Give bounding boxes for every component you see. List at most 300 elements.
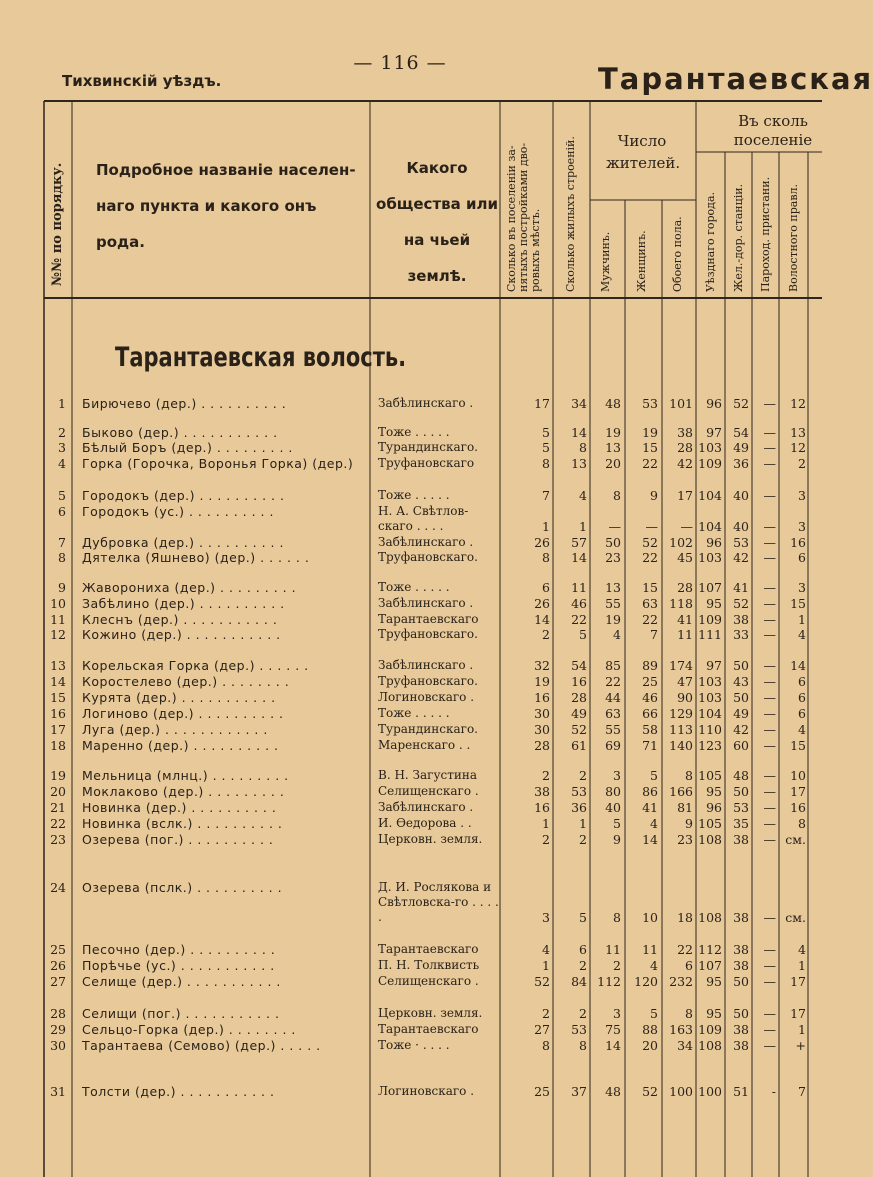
cell-d1: 104 bbox=[698, 519, 722, 534]
cell-d2: 35 bbox=[733, 816, 749, 831]
cell-d4: 2 bbox=[798, 456, 806, 471]
settlement-name: Порѣчье (ус.) . . . . . . . . . . . bbox=[82, 958, 275, 973]
cell-w: 63 bbox=[642, 596, 658, 611]
page-number: — 116 — bbox=[353, 52, 447, 74]
cell-c2: 49 bbox=[571, 706, 587, 721]
settlement-name: Городокъ (дер.) . . . . . . . . . . bbox=[82, 488, 285, 503]
cell-c2: 84 bbox=[571, 974, 587, 989]
cell-d4: 13 bbox=[790, 425, 806, 440]
cell-d4: 1 bbox=[798, 958, 806, 973]
settlement-name: Забѣлино (дер.) . . . . . . . . . . bbox=[82, 596, 285, 611]
cell-w: 22 bbox=[642, 612, 658, 627]
cell-d2: 38 bbox=[733, 958, 749, 973]
cell-m: 19 bbox=[605, 612, 621, 627]
society-name: Маренскаго . . bbox=[378, 738, 471, 752]
cell-c2: 46 bbox=[571, 596, 587, 611]
cell-d3: — bbox=[763, 784, 776, 799]
settlement-name: Курята (дер.) . . . . . . . . . . . bbox=[82, 690, 276, 705]
col-header-town: Уѣзднаго города. bbox=[704, 191, 717, 292]
society-name: Тарантаевскаго bbox=[378, 1022, 479, 1036]
cell-d1: 96 bbox=[706, 396, 722, 411]
col-header-residents: Число жителей. bbox=[606, 132, 681, 172]
cell-d4: 6 bbox=[798, 550, 806, 565]
cell-d4: см. bbox=[785, 832, 806, 847]
cell-d4: 4 bbox=[798, 722, 806, 737]
row-number: 31 bbox=[50, 1084, 66, 1099]
cell-d3: — bbox=[763, 674, 776, 689]
cell-t: 45 bbox=[677, 550, 693, 565]
cell-d1: 110 bbox=[698, 722, 722, 737]
society-name: Тоже . . . . . bbox=[378, 580, 450, 594]
society-name: Тоже . . . . . bbox=[378, 706, 450, 720]
cell-d1: 103 bbox=[698, 674, 722, 689]
cell-d2: 60 bbox=[733, 738, 749, 753]
cell-t: 140 bbox=[669, 738, 693, 753]
society-name: Забѣлинскаго . bbox=[378, 535, 474, 549]
cell-w: 9 bbox=[650, 488, 658, 503]
cell-d1: 103 bbox=[698, 690, 722, 705]
cell-w: 20 bbox=[642, 1038, 658, 1053]
cell-d3: — bbox=[763, 440, 776, 455]
row-number: 10 bbox=[50, 596, 66, 611]
row-number: 7 bbox=[58, 535, 66, 550]
cell-c1: 30 bbox=[534, 706, 550, 721]
cell-c1: 52 bbox=[534, 974, 550, 989]
society-name: Забѣлинскаго . bbox=[378, 596, 474, 610]
row-number: 27 bbox=[50, 974, 66, 989]
cell-c2: 53 bbox=[571, 1022, 587, 1037]
cell-t: — bbox=[680, 519, 693, 534]
cell-t: 232 bbox=[669, 974, 693, 989]
cell-c2: 2 bbox=[579, 1006, 587, 1021]
cell-d4: 6 bbox=[798, 674, 806, 689]
cell-c1: 5 bbox=[542, 425, 550, 440]
cell-c1: 1 bbox=[542, 816, 550, 831]
cell-t: 8 bbox=[685, 768, 693, 783]
cell-d3: — bbox=[763, 535, 776, 550]
settlement-name: Озерева (пслк.) . . . . . . . . . . bbox=[82, 880, 283, 895]
settlement-name: Кожино (дер.) . . . . . . . . . . . bbox=[82, 627, 281, 642]
cell-c1: 3 bbox=[542, 910, 550, 925]
cell-d2: 48 bbox=[733, 768, 749, 783]
col-header-volost: Волостного правл. bbox=[787, 183, 800, 292]
cell-d4: 17 bbox=[790, 974, 806, 989]
cell-c1: 26 bbox=[534, 596, 550, 611]
settlement-name: Бирючево (дер.) . . . . . . . . . . bbox=[82, 396, 287, 411]
cell-m: 69 bbox=[605, 738, 621, 753]
col-header-women: Женщинъ. bbox=[635, 230, 648, 292]
cell-c1: 1 bbox=[542, 958, 550, 973]
cell-c2: 16 bbox=[571, 674, 587, 689]
row-number: 8 bbox=[58, 550, 66, 565]
cell-c2: 14 bbox=[571, 550, 587, 565]
cell-d4: 15 bbox=[790, 596, 806, 611]
cell-d1: 105 bbox=[698, 816, 722, 831]
cell-w: 89 bbox=[642, 658, 658, 673]
cell-m: 50 bbox=[605, 535, 621, 550]
cell-d1: 96 bbox=[706, 535, 722, 550]
cell-d1: 108 bbox=[698, 832, 722, 847]
volost-running-title: Тарантаевская bbox=[598, 62, 873, 96]
cell-d1: 108 bbox=[698, 1038, 722, 1053]
cell-w: 58 bbox=[642, 722, 658, 737]
row-number: 23 bbox=[50, 832, 66, 847]
cell-t: 118 bbox=[669, 596, 693, 611]
cell-w: 4 bbox=[650, 958, 658, 973]
cell-d1: 105 bbox=[698, 768, 722, 783]
society-name: Турандинскаго. bbox=[378, 440, 478, 454]
cell-d3: — bbox=[763, 550, 776, 565]
settlement-name: Толсти (дер.) . . . . . . . . . . . bbox=[82, 1084, 275, 1099]
cell-d2: 52 bbox=[733, 396, 749, 411]
cell-w: 11 bbox=[642, 942, 658, 957]
cell-c1: 26 bbox=[534, 535, 550, 550]
cell-w: — bbox=[645, 519, 658, 534]
society-name: Н. А. Свѣтлов-скаго . . . . bbox=[378, 504, 469, 533]
cell-d1: 104 bbox=[698, 488, 722, 503]
cell-d1: 100 bbox=[698, 1084, 722, 1099]
society-name: Забѣлинскаго . bbox=[378, 800, 474, 814]
cell-d1: 109 bbox=[698, 456, 722, 471]
cell-c1: 6 bbox=[542, 580, 550, 595]
cell-t: 8 bbox=[685, 1006, 693, 1021]
col-header-men: Мужчинъ. bbox=[599, 231, 612, 292]
cell-m: 85 bbox=[605, 658, 621, 673]
settlement-name: Корельская Горка (дер.) . . . . . . bbox=[82, 658, 309, 673]
cell-m: 13 bbox=[605, 440, 621, 455]
row-number: 29 bbox=[50, 1022, 66, 1037]
cell-c2: 1 bbox=[579, 816, 587, 831]
cell-d2: 38 bbox=[733, 1038, 749, 1053]
settlement-name: Тарантаева (Семово) (дер.) . . . . . bbox=[82, 1038, 321, 1053]
settlement-name: Моклаково (дер.) . . . . . . . . . bbox=[82, 784, 285, 799]
society-name: Труфановскаго. bbox=[378, 627, 478, 641]
cell-m: 44 bbox=[605, 690, 621, 705]
cell-d3: — bbox=[763, 690, 776, 705]
cell-c1: 27 bbox=[534, 1022, 550, 1037]
cell-d2: 40 bbox=[733, 488, 749, 503]
cell-t: 17 bbox=[677, 488, 693, 503]
cell-m: 22 bbox=[605, 674, 621, 689]
cell-c1: 16 bbox=[534, 690, 550, 705]
cell-t: 42 bbox=[677, 456, 693, 471]
cell-d3: — bbox=[763, 627, 776, 642]
cell-c2: 2 bbox=[579, 832, 587, 847]
cell-t: 6 bbox=[685, 958, 693, 973]
row-number: 20 bbox=[50, 784, 66, 799]
society-name: Тоже · . . . . bbox=[378, 1038, 450, 1052]
cell-m: 11 bbox=[605, 942, 621, 957]
cell-d3: — bbox=[763, 488, 776, 503]
cell-d1: 97 bbox=[706, 425, 722, 440]
cell-d4: 4 bbox=[798, 627, 806, 642]
row-number: 11 bbox=[50, 612, 66, 627]
cell-t: 28 bbox=[677, 440, 693, 455]
cell-c2: 1 bbox=[579, 519, 587, 534]
cell-d2: 53 bbox=[733, 535, 749, 550]
cell-d2: 42 bbox=[733, 550, 749, 565]
cell-m: 8 bbox=[613, 488, 621, 503]
cell-d2: 38 bbox=[733, 612, 749, 627]
cell-t: 23 bbox=[677, 832, 693, 847]
cell-d3: - bbox=[771, 1084, 776, 1099]
society-name: Забѣлинскаго . bbox=[378, 658, 474, 672]
cell-t: 11 bbox=[677, 627, 693, 642]
cell-w: 22 bbox=[642, 550, 658, 565]
cell-c2: 2 bbox=[579, 768, 587, 783]
cell-d2: 49 bbox=[733, 440, 749, 455]
cell-w: 71 bbox=[642, 738, 658, 753]
cell-t: 34 bbox=[677, 1038, 693, 1053]
cell-c1: 8 bbox=[542, 456, 550, 471]
cell-m: 13 bbox=[605, 580, 621, 595]
cell-c1: 5 bbox=[542, 440, 550, 455]
cell-m: 63 bbox=[605, 706, 621, 721]
society-name: Церковн. земля. bbox=[378, 832, 483, 846]
cell-c2: 6 bbox=[579, 942, 587, 957]
cell-d3: — bbox=[763, 832, 776, 847]
cell-d3: — bbox=[763, 1006, 776, 1021]
cell-c2: 52 bbox=[571, 722, 587, 737]
cell-c2: 28 bbox=[571, 690, 587, 705]
society-name: В. Н. Загустина bbox=[378, 768, 478, 782]
row-number: 18 bbox=[50, 738, 66, 753]
cell-d2: 38 bbox=[733, 832, 749, 847]
cell-c1: 28 bbox=[534, 738, 550, 753]
cell-c1: 2 bbox=[542, 1006, 550, 1021]
cell-d4: 12 bbox=[790, 440, 806, 455]
society-name: Тоже . . . . . bbox=[378, 488, 450, 502]
cell-d1: 111 bbox=[698, 627, 722, 642]
cell-d3: — bbox=[763, 910, 776, 925]
cell-d2: 52 bbox=[733, 596, 749, 611]
society-name: Тарантаевскаго bbox=[378, 612, 479, 626]
cell-d1: 104 bbox=[698, 706, 722, 721]
cell-m: 5 bbox=[613, 816, 621, 831]
cell-d3: — bbox=[763, 722, 776, 737]
cell-d3: — bbox=[763, 738, 776, 753]
cell-d2: 42 bbox=[733, 722, 749, 737]
cell-d3: — bbox=[763, 456, 776, 471]
settlement-name: Маренно (дер.) . . . . . . . . . . bbox=[82, 738, 279, 753]
cell-d2: 40 bbox=[733, 519, 749, 534]
cell-t: 102 bbox=[669, 535, 693, 550]
cell-d1: 108 bbox=[698, 910, 722, 925]
cell-w: 22 bbox=[642, 456, 658, 471]
row-number: 26 bbox=[50, 958, 66, 973]
cell-d4: 15 bbox=[790, 738, 806, 753]
settlement-name: Селище (дер.) . . . . . . . . . . . bbox=[82, 974, 281, 989]
cell-w: 41 bbox=[642, 800, 658, 815]
cell-d3: — bbox=[763, 519, 776, 534]
cell-d4: 3 bbox=[798, 519, 806, 534]
society-name: Труфановскаго bbox=[378, 456, 475, 470]
cell-d1: 107 bbox=[698, 958, 722, 973]
cell-t: 41 bbox=[677, 612, 693, 627]
cell-d2: 49 bbox=[733, 706, 749, 721]
society-name: Селищенскаго . bbox=[378, 784, 479, 798]
cell-c2: 22 bbox=[571, 612, 587, 627]
cell-d2: 43 bbox=[733, 674, 749, 689]
society-name: Тоже . . . . . bbox=[378, 425, 450, 439]
cell-d4: 7 bbox=[798, 1084, 806, 1099]
cell-d4: 17 bbox=[790, 1006, 806, 1021]
settlement-name: Дубровка (дер.) . . . . . . . . . . bbox=[82, 535, 284, 550]
settlement-name: Бѣлый Боръ (дер.) . . . . . . . . . bbox=[82, 440, 293, 455]
cell-w: 7 bbox=[650, 627, 658, 642]
cell-w: 5 bbox=[650, 768, 658, 783]
cell-d4: 12 bbox=[790, 396, 806, 411]
cell-d3: — bbox=[763, 768, 776, 783]
cell-d1: 103 bbox=[698, 550, 722, 565]
cell-m: 48 bbox=[605, 1084, 621, 1099]
cell-t: 28 bbox=[677, 580, 693, 595]
cell-d1: 95 bbox=[706, 784, 722, 799]
cell-t: 166 bbox=[669, 784, 693, 799]
cell-c1: 14 bbox=[534, 612, 550, 627]
cell-m: 55 bbox=[605, 596, 621, 611]
row-number: 6 bbox=[58, 504, 66, 519]
cell-m: 8 bbox=[613, 910, 621, 925]
cell-c1: 1 bbox=[542, 519, 550, 534]
cell-c1: 8 bbox=[542, 1038, 550, 1053]
cell-d4: 1 bbox=[798, 1022, 806, 1037]
settlement-name: Луга (дер.) . . . . . . . . . . . . bbox=[82, 722, 268, 737]
cell-d4: 6 bbox=[798, 690, 806, 705]
society-name: Селищенскаго . bbox=[378, 974, 479, 988]
cell-d4: 10 bbox=[790, 768, 806, 783]
settlement-name: Песочно (дер.) . . . . . . . . . . bbox=[82, 942, 276, 957]
cell-m: 14 bbox=[605, 1038, 621, 1053]
cell-d1: 95 bbox=[706, 596, 722, 611]
cell-c1: 2 bbox=[542, 627, 550, 642]
society-name: Тарантаевскаго bbox=[378, 942, 479, 956]
cell-d2: 38 bbox=[733, 1022, 749, 1037]
cell-c1: 19 bbox=[534, 674, 550, 689]
settlement-name: Новинка (вслк.) . . . . . . . . . . bbox=[82, 816, 283, 831]
cell-c2: 5 bbox=[579, 910, 587, 925]
cell-c2: 54 bbox=[571, 658, 587, 673]
cell-w: 25 bbox=[642, 674, 658, 689]
cell-w: 52 bbox=[642, 535, 658, 550]
cell-t: 9 bbox=[685, 816, 693, 831]
cell-c1: 16 bbox=[534, 800, 550, 815]
cell-d3: — bbox=[763, 596, 776, 611]
cell-d4: 1 bbox=[798, 612, 806, 627]
col-header-name: Подробное названіе населен-наго пункта и какого онъ рода. bbox=[96, 161, 356, 251]
row-number: 21 bbox=[50, 800, 66, 815]
cell-w: 4 bbox=[650, 816, 658, 831]
cell-d4: 16 bbox=[790, 800, 806, 815]
cell-d3: — bbox=[763, 612, 776, 627]
cell-t: 47 bbox=[677, 674, 693, 689]
cell-c2: 34 bbox=[571, 396, 587, 411]
cell-d1: 103 bbox=[698, 440, 722, 455]
settlement-name: Сельцо-Горка (дер.) . . . . . . . . bbox=[82, 1022, 296, 1037]
society-name: Логиновскаго . bbox=[378, 690, 475, 704]
cell-c2: 61 bbox=[571, 738, 587, 753]
cell-t: 22 bbox=[677, 942, 693, 957]
cell-d1: 112 bbox=[698, 942, 722, 957]
cell-d3: — bbox=[763, 1022, 776, 1037]
settlement-name: Быково (дер.) . . . . . . . . . . . bbox=[82, 425, 278, 440]
cell-d3: — bbox=[763, 800, 776, 815]
district-title: Тихвинскій уѣздъ. bbox=[62, 72, 222, 90]
settlement-name: Горка (Горочка, Воронья Горка) (дер.) bbox=[82, 456, 354, 471]
cell-m: 9 bbox=[613, 832, 621, 847]
cell-d2: 50 bbox=[733, 974, 749, 989]
settlement-name: Новинка (дер.) . . . . . . . . . . bbox=[82, 800, 277, 815]
col-header-distance: Въ сколь поселеніе bbox=[733, 112, 813, 149]
col-header-society: Какого общества или на чьей землѣ. bbox=[376, 159, 498, 285]
cell-d3: — bbox=[763, 974, 776, 989]
society-name: Забѣлинскаго . bbox=[378, 396, 474, 410]
society-name: Д. И. Рослякова и Свѣтловска-го . . . . . bbox=[378, 880, 499, 924]
settlement-name: Мельница (млнц.) . . . . . . . . . bbox=[82, 768, 289, 783]
cell-d1: 109 bbox=[698, 1022, 722, 1037]
cell-m: 3 bbox=[613, 768, 621, 783]
cell-d1: 96 bbox=[706, 800, 722, 815]
cell-m: 55 bbox=[605, 722, 621, 737]
cell-d4: 3 bbox=[798, 580, 806, 595]
cell-d1: 109 bbox=[698, 612, 722, 627]
row-number: 24 bbox=[50, 880, 66, 895]
cell-t: 18 bbox=[677, 910, 693, 925]
col-header-pier: Пароход. пристани. bbox=[759, 176, 772, 292]
cell-d1: 95 bbox=[706, 1006, 722, 1021]
cell-c1: 32 bbox=[534, 658, 550, 673]
row-number: 9 bbox=[58, 580, 66, 595]
row-number: 14 bbox=[50, 674, 66, 689]
cell-w: 88 bbox=[642, 1022, 658, 1037]
cell-d2: 38 bbox=[733, 942, 749, 957]
society-name: П. Н. Толквисть bbox=[378, 958, 480, 972]
col-header-houses: Сколько жилыхъ строеній. bbox=[564, 136, 577, 292]
cell-c2: 53 bbox=[571, 784, 587, 799]
cell-c1: 2 bbox=[542, 768, 550, 783]
cell-c2: 57 bbox=[571, 535, 587, 550]
cell-t: 81 bbox=[677, 800, 693, 815]
row-number: 28 bbox=[50, 1006, 66, 1021]
cell-m: 48 bbox=[605, 396, 621, 411]
cell-d2: 50 bbox=[733, 784, 749, 799]
cell-d4: см. bbox=[785, 910, 806, 925]
row-number: 2 bbox=[58, 425, 66, 440]
cell-c1: 7 bbox=[542, 488, 550, 503]
cell-d3: — bbox=[763, 942, 776, 957]
cell-d1: 107 bbox=[698, 580, 722, 595]
cell-d2: 36 bbox=[733, 456, 749, 471]
cell-w: 66 bbox=[642, 706, 658, 721]
cell-w: 15 bbox=[642, 440, 658, 455]
cell-c1: 25 bbox=[534, 1084, 550, 1099]
cell-c2: 8 bbox=[579, 1038, 587, 1053]
col-header-number: №№ по порядку. bbox=[50, 162, 65, 286]
row-number: 25 bbox=[50, 942, 66, 957]
cell-m: 75 bbox=[605, 1022, 621, 1037]
cell-m: 4 bbox=[613, 627, 621, 642]
col-header-both: Обоего пола. bbox=[671, 216, 684, 292]
cell-d3: — bbox=[763, 1038, 776, 1053]
cell-d2: 50 bbox=[733, 658, 749, 673]
settlement-name: Коростелево (дер.) . . . . . . . . bbox=[82, 674, 290, 689]
cell-c2: 13 bbox=[571, 456, 587, 471]
cell-t: 129 bbox=[669, 706, 693, 721]
cell-c1: 8 bbox=[542, 550, 550, 565]
cell-t: 174 bbox=[669, 658, 693, 673]
cell-d1: 95 bbox=[706, 974, 722, 989]
cell-d4: 4 bbox=[798, 942, 806, 957]
